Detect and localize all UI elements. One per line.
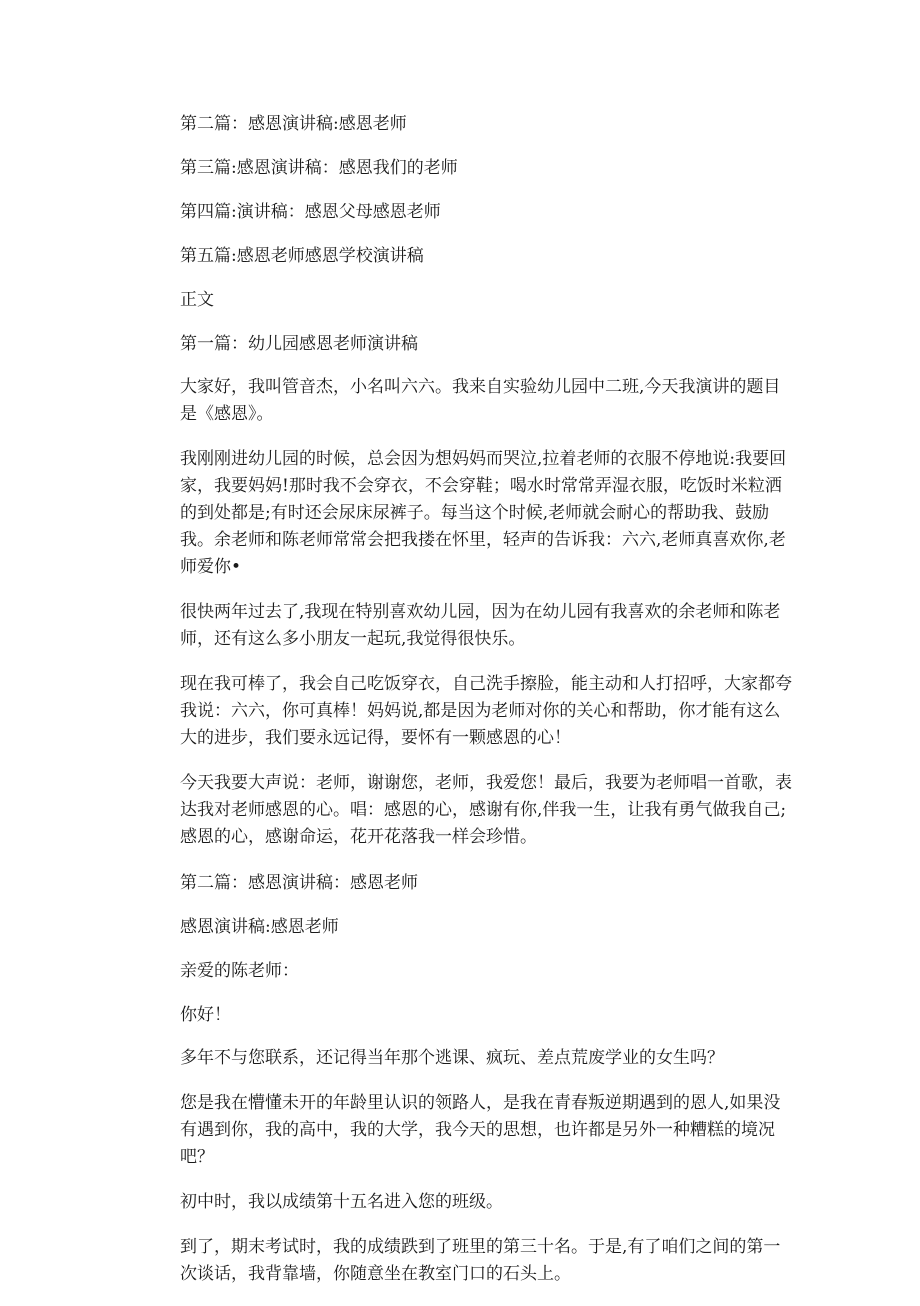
document-content	[180, 110, 792, 1306]
paragraph: 很快两年过去了,我现在特别喜欢幼儿园，因为在幼儿园有我喜欢的余老师和陈老师，还有这么多小朋友一起玩,我觉得很快乐。	[180, 602, 781, 649]
toc-item: 第三篇:感恩演讲稿：感恩我们的老师	[180, 158, 458, 178]
toc-item: 第二篇：感恩演讲稿:感恩老师	[180, 114, 407, 134]
paragraph: 初中时，我以成绩第十五名进入您的班级。	[180, 1192, 503, 1212]
table-of-contents	[180, 110, 792, 314]
paragraph: 我刚刚进幼儿园的时候，总会因为想妈妈而哭泣,拉着老师的衣服不停地说:我要回家，我要妈妈!那时我不会穿衣，不会穿鞋；喝水时常常弄湿衣服，吃饭时米粒洒的到处都是;有时还会尿床尿裤子。每当这个时候,老师就会耐心的帮助我、鼓励我。余老师和陈老师常常会把我搂在怀里，轻声的告诉我：六六,老师真喜欢你,老师爱你•	[180, 449, 787, 577]
paragraph: 您是我在懵懂未开的年龄里认识的领路人，是我在青春叛逆期遇到的恩人,如果没有遇到你，我的高中，我的大学，我今天的思想，也许都是另外一种糟糕的境况吧？	[180, 1093, 781, 1167]
section-1	[180, 330, 792, 851]
section-1-title: 第一篇：幼儿园感恩老师演讲稿	[180, 334, 418, 354]
body-label: 正文	[180, 290, 214, 310]
toc-item: 第五篇:感恩老师感恩学校演讲稿	[180, 246, 424, 266]
paragraph: 多年不与您联系，还记得当年那个逃课、疯玩、差点荒废学业的女生吗？	[180, 1048, 724, 1068]
letter-greeting: 你好！	[180, 1005, 231, 1025]
paragraph: 大家好，我叫管音杰，小名叫六六。我来自实验幼儿园中二班,今天我演讲的题目是《感恩》。	[180, 377, 781, 424]
paragraph: 现在我可棒了，我会自己吃饭穿衣，自己洗手擦脸，能主动和人打招呼，大家都夸我说：六六，你可真棒！妈妈说,都是因为老师对你的关心和帮助，你才能有这么大的进步，我们要永远记得，要怀有一颗感恩的心！	[180, 674, 792, 748]
paragraph: 今天我要大声说：老师，谢谢您，老师，我爱您！最后，我要为老师唱一首歌，表达我对老师感恩的心。唱：感恩的心，感谢有你,伴我一生，让我有勇气做我自己;感恩的心，感谢命运，花开花落我一样会珍惜。	[180, 773, 792, 847]
section-2-title: 第二篇：感恩演讲稿：感恩老师	[180, 873, 418, 893]
section-2	[180, 869, 792, 1288]
section-2-subtitle: 感恩演讲稿:感恩老师	[180, 917, 339, 937]
toc-item: 第四篇:演讲稿：感恩父母感恩老师	[180, 202, 441, 222]
letter-salutation: 亲爱的陈老师：	[180, 961, 299, 981]
paragraph: 到了，期末考试时，我的成绩跌到了班里的第三十名。于是,有了咱们之间的第一次谈话，我背靠墙，你随意坐在教室门口的石头上。	[180, 1237, 781, 1284]
